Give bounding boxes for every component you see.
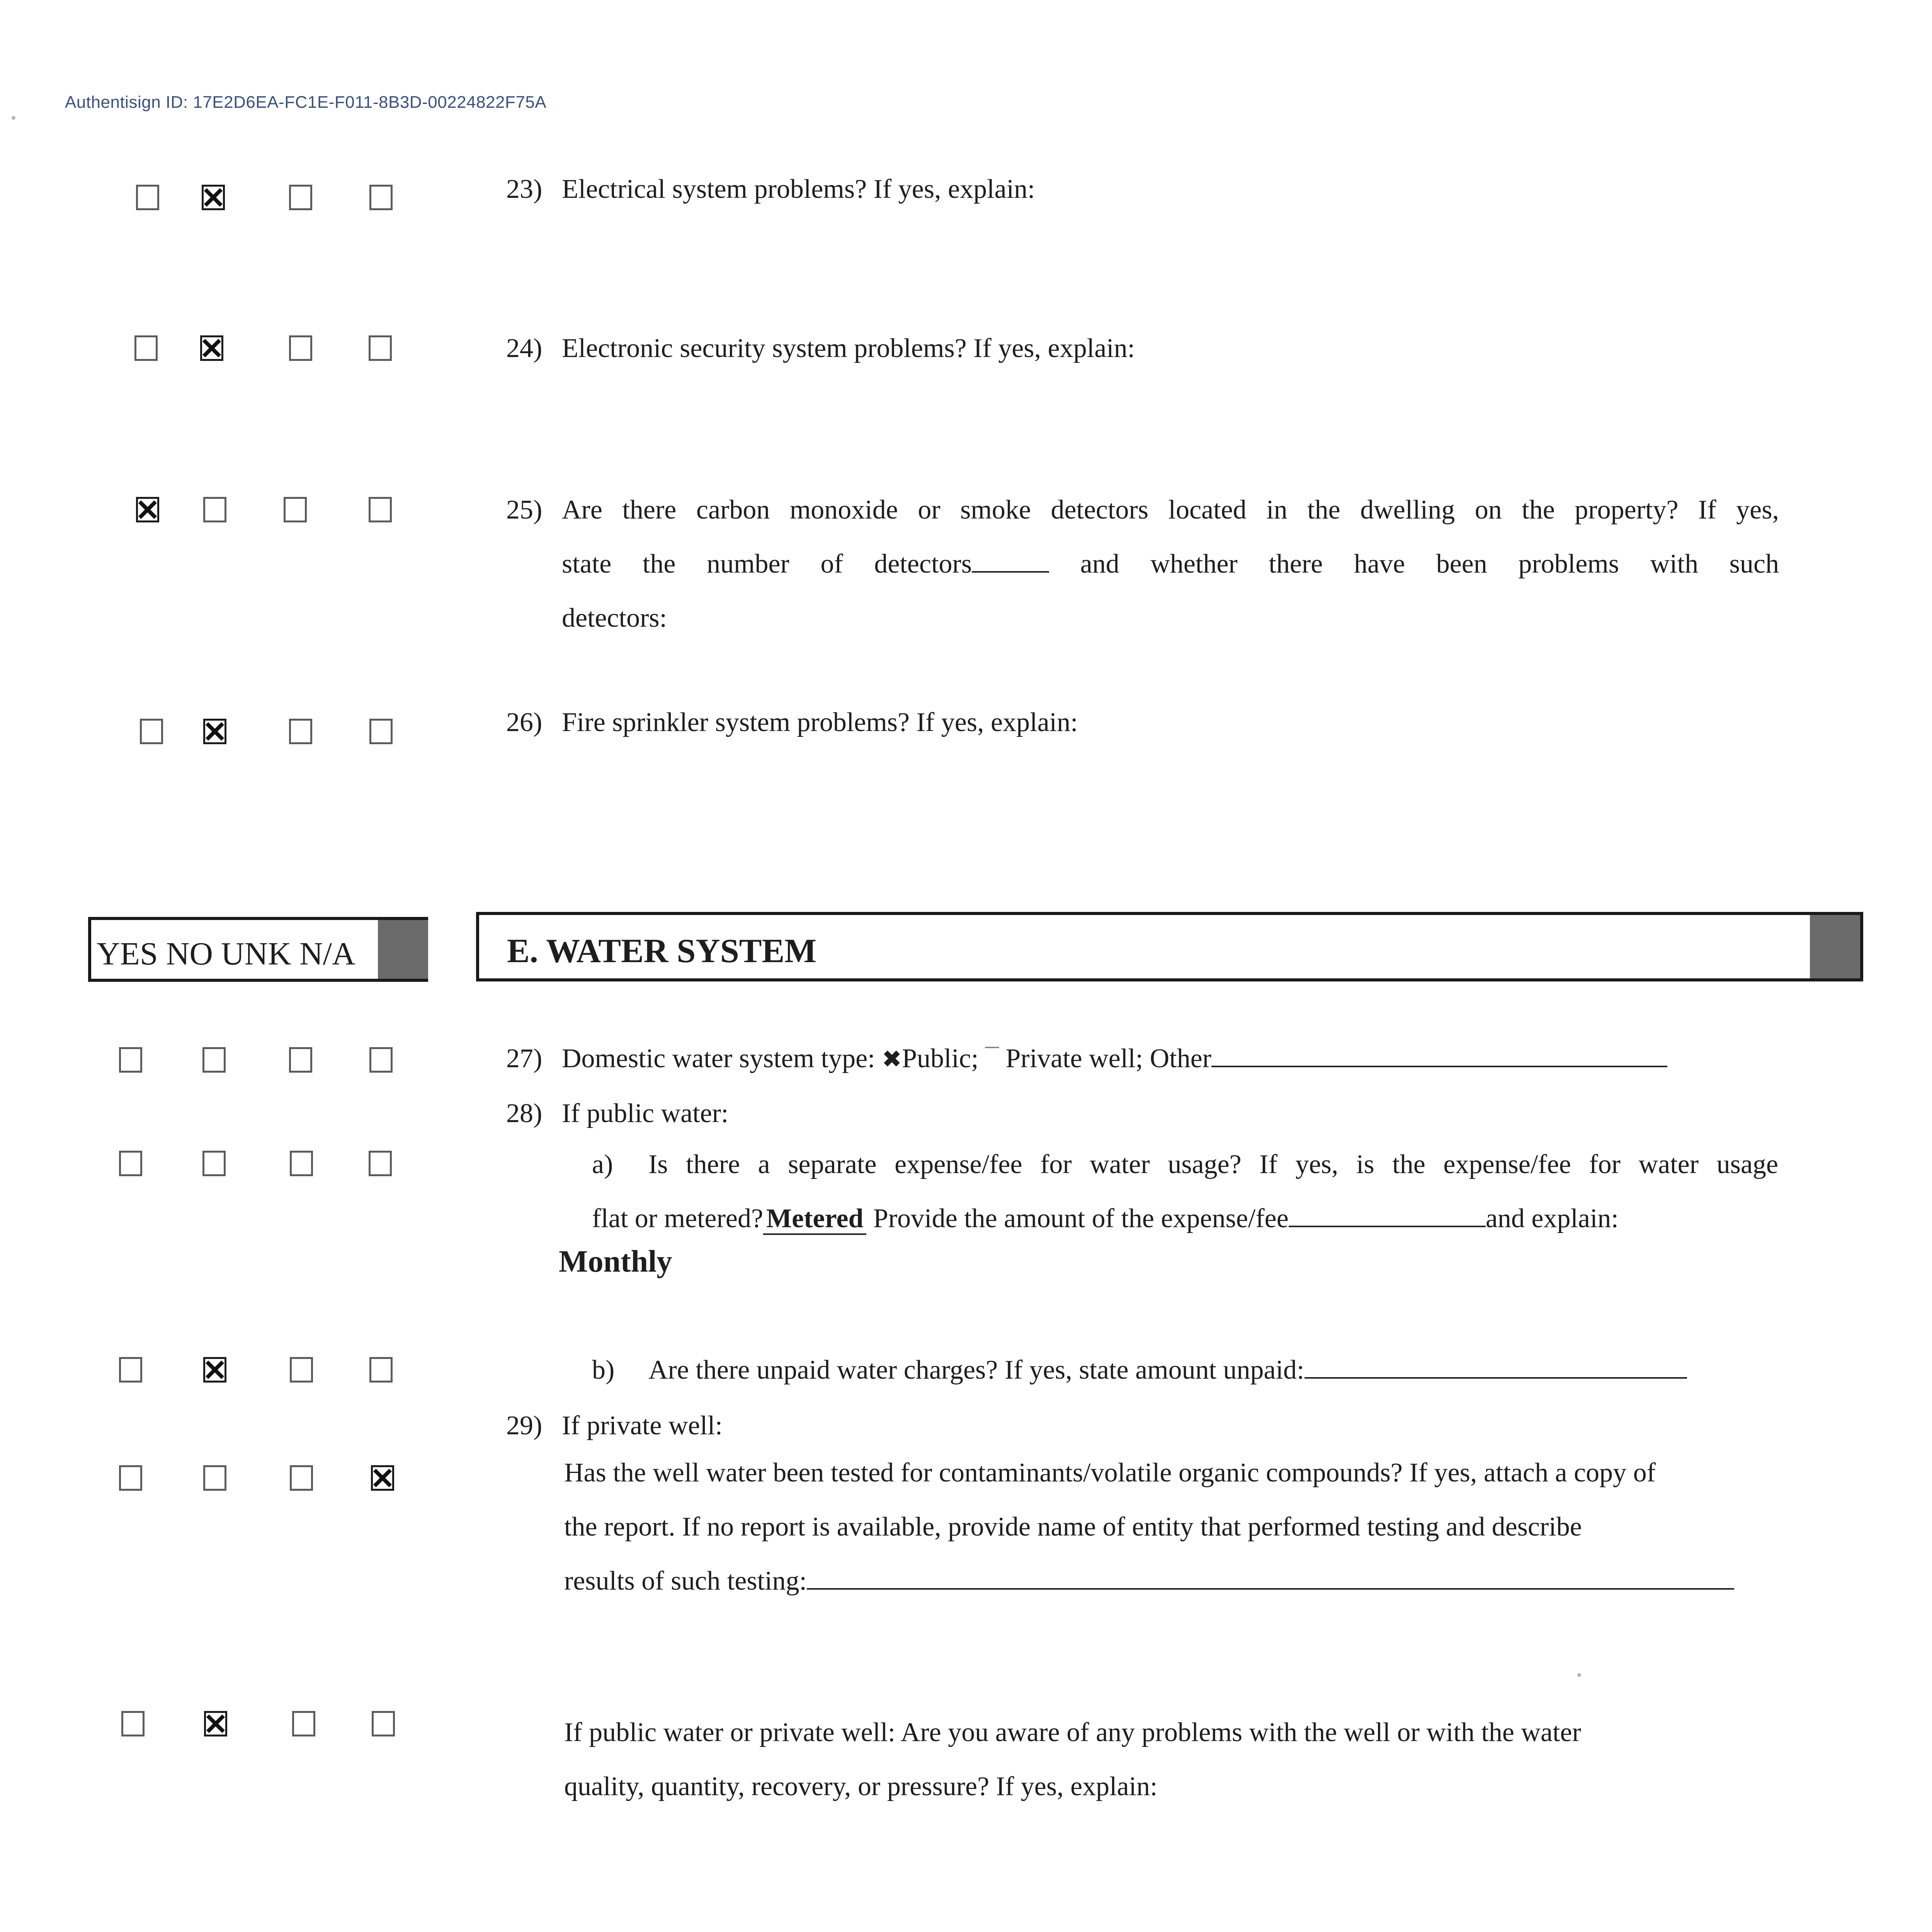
answer-checkboxes bbox=[0, 497, 425, 528]
question-line-1: Has the well water been tested for contaminants/volatile organic compounds? If yes, attach a copy of bbox=[564, 1458, 1656, 1488]
question-text bbox=[564, 1706, 1808, 1814]
scan-speck bbox=[12, 116, 15, 120]
question-line-2: quality, quantity, recovery, or pressure? If yes, explain: bbox=[564, 1772, 1158, 1801]
unpaid-amount-field[interactable] bbox=[1304, 1357, 1687, 1379]
detector-count-field[interactable] bbox=[972, 548, 1049, 573]
detectors-label: state the number of detectors bbox=[562, 549, 972, 579]
question-number: 23) bbox=[506, 174, 543, 204]
question-text: Electronic security system problems? If yes, explain: bbox=[562, 333, 1135, 363]
other-field[interactable] bbox=[1211, 1046, 1667, 1067]
unpaid-label: Are there unpaid water charges? If yes, state amount unpaid: bbox=[648, 1355, 1304, 1385]
explanation-answer[interactable]: Monthly bbox=[559, 1245, 672, 1279]
question-text bbox=[648, 1355, 1687, 1386]
question-line-3: detectors: bbox=[562, 603, 667, 633]
header-shade bbox=[1810, 915, 1860, 978]
question-line-3 bbox=[564, 1554, 1808, 1608]
question-number: 26) bbox=[506, 707, 543, 737]
question-number: 25) bbox=[506, 495, 543, 525]
question-line-2 bbox=[592, 1192, 1778, 1246]
private-well-option: Private well; Other bbox=[998, 1044, 1212, 1073]
scan-speck bbox=[1577, 1673, 1581, 1677]
testing-results-label: results of such testing: bbox=[564, 1566, 807, 1596]
no-checkbox[interactable] bbox=[200, 335, 223, 361]
answer-checkboxes bbox=[0, 1711, 425, 1742]
unk-checkbox[interactable] bbox=[289, 185, 312, 210]
answer-checkboxes bbox=[0, 1465, 425, 1496]
no-checkbox[interactable] bbox=[204, 1711, 227, 1736]
question-text bbox=[562, 1043, 1667, 1075]
testing-results-field[interactable] bbox=[807, 1568, 1734, 1590]
yes-checkbox[interactable] bbox=[134, 335, 158, 361]
question-letter: b) bbox=[592, 1355, 615, 1385]
unk-checkbox[interactable] bbox=[289, 335, 312, 361]
question-text bbox=[592, 1138, 1778, 1246]
unk-checkbox[interactable] bbox=[284, 497, 307, 522]
column-labels: YES NO UNK N/A bbox=[97, 936, 355, 972]
detectors-problems-label: and whether there have been problems with such bbox=[1049, 549, 1779, 579]
yes-checkbox[interactable] bbox=[121, 1711, 145, 1736]
unk-checkbox[interactable] bbox=[290, 1357, 313, 1383]
answer-checkboxes bbox=[0, 1357, 425, 1388]
na-checkbox[interactable] bbox=[372, 1711, 395, 1736]
yes-checkbox[interactable] bbox=[119, 1151, 142, 1176]
private-well-mark[interactable]: ¯ bbox=[985, 1044, 999, 1073]
question-line-2 bbox=[562, 537, 1779, 591]
yes-checkbox[interactable] bbox=[136, 497, 159, 522]
answer-checkboxes bbox=[0, 1151, 425, 1182]
question-number: 29) bbox=[506, 1411, 543, 1440]
answer-checkboxes bbox=[0, 1047, 425, 1078]
question-text: Fire sprinkler system problems? If yes, explain: bbox=[562, 707, 1078, 737]
explain-label: and explain: bbox=[1485, 1204, 1619, 1233]
question-heading: If private well: bbox=[562, 1411, 723, 1440]
section-header bbox=[476, 912, 1863, 981]
yes-checkbox[interactable] bbox=[119, 1047, 142, 1073]
na-checkbox[interactable] bbox=[369, 719, 393, 744]
no-checkbox[interactable] bbox=[203, 1357, 226, 1383]
answer-column-header bbox=[88, 917, 428, 982]
yes-checkbox[interactable] bbox=[136, 185, 159, 210]
section-title: E. WATER SYSTEM bbox=[507, 932, 817, 970]
question-text bbox=[564, 1446, 1808, 1608]
yes-checkbox[interactable] bbox=[119, 1465, 142, 1491]
no-checkbox[interactable] bbox=[203, 719, 226, 744]
header-shade bbox=[378, 920, 428, 979]
yes-checkbox[interactable] bbox=[119, 1357, 142, 1383]
question-line-1: Are there carbon monoxide or smoke detectors located in the dwelling on the property? If yes, bbox=[562, 495, 1779, 525]
unk-checkbox[interactable] bbox=[292, 1711, 315, 1736]
na-checkbox[interactable] bbox=[369, 335, 392, 361]
na-checkbox[interactable] bbox=[369, 1151, 392, 1176]
unk-checkbox[interactable] bbox=[290, 1465, 313, 1491]
answer-checkboxes bbox=[0, 335, 425, 366]
question-letter: a) bbox=[592, 1150, 613, 1179]
no-checkbox[interactable] bbox=[202, 1047, 226, 1073]
na-checkbox[interactable] bbox=[369, 497, 392, 522]
question-line-1: If public water or private well: Are you aware of any problems with the well or with the water bbox=[564, 1718, 1581, 1747]
question-number: 24) bbox=[506, 333, 543, 363]
metered-answer[interactable]: Metered bbox=[763, 1204, 866, 1235]
question-text: Electrical system problems? If yes, explain: bbox=[562, 174, 1035, 204]
no-checkbox[interactable] bbox=[202, 185, 225, 210]
public-checked-mark[interactable]: ✖ bbox=[882, 1045, 902, 1073]
public-option: Public; bbox=[902, 1044, 985, 1073]
amount-field[interactable] bbox=[1289, 1206, 1486, 1227]
question-line-1: Is there a separate expense/fee for water usage? If yes, is the expense/fee for water usage bbox=[648, 1150, 1778, 1179]
no-checkbox[interactable] bbox=[202, 1151, 226, 1176]
question-number: 27) bbox=[506, 1044, 543, 1073]
unk-checkbox[interactable] bbox=[290, 1151, 313, 1176]
question-text bbox=[562, 483, 1779, 645]
na-checkbox[interactable] bbox=[369, 1357, 393, 1383]
question-line-2: the report. If no report is available, provide name of entity that performed testing and describe bbox=[564, 1512, 1582, 1542]
authentisign-id: Authentisign ID: 17E2D6EA-FC1E-F011-8B3D-00224822F75A bbox=[65, 93, 547, 112]
no-checkbox[interactable] bbox=[203, 497, 226, 522]
unk-checkbox[interactable] bbox=[289, 719, 312, 744]
question-number: 28) bbox=[506, 1099, 543, 1128]
unk-checkbox[interactable] bbox=[289, 1047, 312, 1073]
na-checkbox[interactable] bbox=[369, 185, 393, 210]
amount-label: Provide the amount of the expense/fee bbox=[866, 1204, 1289, 1233]
yes-checkbox[interactable] bbox=[140, 719, 163, 744]
water-type-label: Domestic water system type: bbox=[562, 1044, 882, 1073]
answer-checkboxes bbox=[0, 185, 425, 216]
na-checkbox[interactable] bbox=[371, 1465, 394, 1491]
na-checkbox[interactable] bbox=[369, 1047, 393, 1073]
flat-or-metered-label: flat or metered? bbox=[592, 1204, 764, 1233]
answer-checkboxes bbox=[0, 719, 425, 750]
question-text: If public water: bbox=[562, 1099, 729, 1128]
no-checkbox[interactable] bbox=[203, 1465, 226, 1491]
